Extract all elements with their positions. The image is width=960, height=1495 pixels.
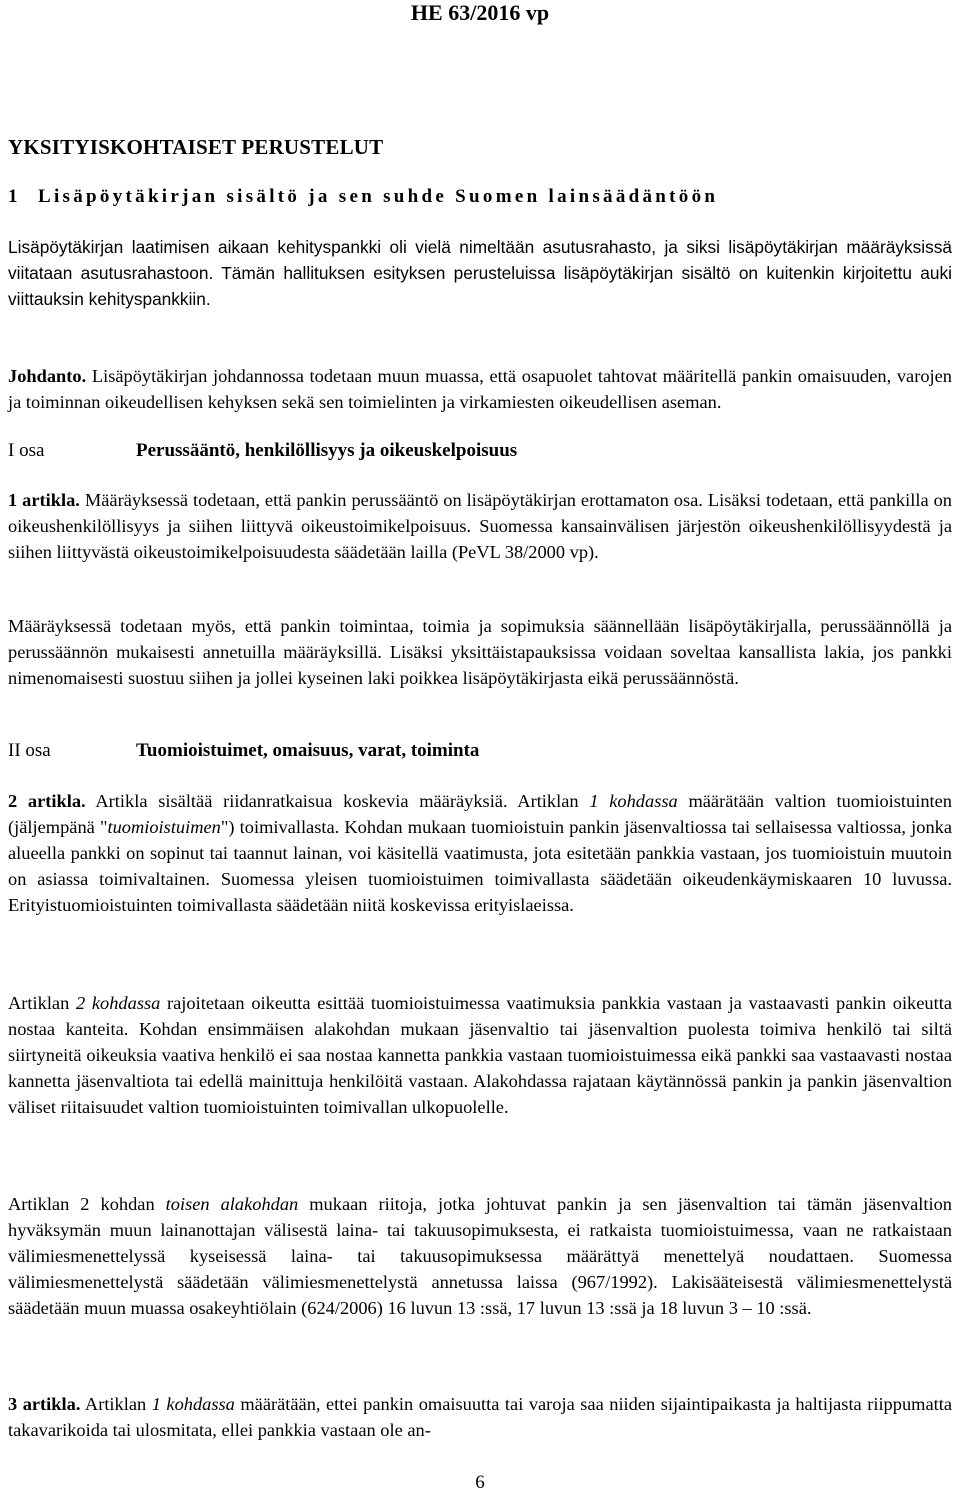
- article-1-paragraph-2: Määräyksessä todetaan myös, että pankin toimintaa, toimia ja sopimuksia säännellään lisäpöytäkirjalla, perussäännöllä ja perussäännön mukaisesti annetuilla määräyksillä. Lisäksi yksittäistapauksissa voidaan soveltaa kansallista lakia, jos pankki nimenomaisesti suostuu siihen ja jollei kyseinen laki poikkea lisäpöytäkirjasta eikä perussäännöstä.: [8, 616, 952, 688]
- article-3-label: 3 artikla.: [8, 1394, 81, 1414]
- article-3-italic: 1 kohdassa: [151, 1394, 235, 1414]
- article-2-paragraph-3: [8, 1191, 952, 1321]
- part-2-label: II osa: [8, 740, 51, 761]
- intro-paragraph: Lisäpöytäkirjan laatimisen aikaan kehityspankki oli vielä nimeltään asutusrahasto, ja siksi lisäpöytäkirjan määräyksissä viitataan asutusrahastoon. Tämän hallituksen esityksen perusteluissa lisäpöytäkirjan sisältö on kuitenkin kirjoitettu auki viittauksin kehityspankkiin.: [8, 237, 952, 309]
- article-2-italic-2: tuomioistuimen: [107, 817, 221, 837]
- article-2-p2-text-1: Artiklan: [8, 993, 76, 1013]
- document-header: HE 63/2016 vp: [410, 0, 550, 25]
- article-2-p2-text-2: rajoitetaan oikeutta esittää tuomioistuimessa vaatimuksia pankkia vastaan ja vastaavasti pankin oikeutta nostaa kanteita. Kohdan ensimmäisen alakohdan mukaan jäsenvaltio tai jäsenvaltion puolesta toimiva henkilö tai siltä siirtyneitä oikeuksia vaativa henkilö ei saa nostaa kannetta pankkia vastaan tuomioistuimessa eikä pankki saa vastaavasti nostaa kannetta jäsenvaltiota tai edellä mainittuja henkilöitä vastaan. Alakohdassa rajataan käytännössä pankin ja pankin jäsenvaltion väliset riitaisuudet valtion tuomioistuinten toimivallan ulkopuolelle.: [8, 993, 952, 1117]
- article-2-paragraph-2: [8, 990, 952, 1120]
- part-1-title: Perussääntö, henkilöllisyys ja oikeuskelpoisuus: [136, 440, 518, 461]
- page-number: 6: [475, 1472, 485, 1493]
- section-title: YKSITYISKOHTAISET PERUSTELUT: [8, 135, 384, 159]
- article-2-p2-italic: 2 kohdassa: [75, 993, 161, 1013]
- article-3-text-2: määrätään, ettei pankin omaisuutta tai varoja saa niiden sijaintipaikasta ja haltijasta riippumatta takavarikoida tai ulosmitata, ellei pankkia vastaan ole an-: [8, 1394, 952, 1440]
- johdanto-text: Lisäpöytäkirjan johdannossa todetaan muun muassa, että osapuolet tahtovat määritellä pankin omaisuuden, varojen ja toiminnan oikeudellisen kehyksen sekä sen toimielinten ja virkamiesten oikeudellisen aseman.: [8, 366, 952, 412]
- article-2-p3-text-1: Artiklan 2 kohdan: [8, 1194, 166, 1214]
- article-3-text-1: Artiklan: [80, 1394, 152, 1414]
- part-2-heading: [8, 738, 952, 764]
- part-1-heading: [8, 438, 952, 464]
- part-1-label: I osa: [8, 440, 45, 461]
- chapter-title-text: Lisäpöytäkirjan sisältö ja sen suhde Suomen lainsäädäntöön: [38, 186, 719, 207]
- article-2-label: 2 artikla.: [8, 791, 86, 811]
- johdanto-label: Johdanto.: [8, 366, 87, 386]
- chapter-number: 1: [8, 186, 18, 207]
- article-1-label: 1 artikla.: [8, 490, 80, 510]
- article-2-text-2: määrätään valtion tuomioistuinten (jäljempänä ": [8, 791, 952, 837]
- article-2-text-3: ") toimivallasta. Kohdan mukaan tuomioistuin pankin jäsenvaltiossa tai sellaisessa valtiossa, jonka alueella pankki on sopinut tai taannut lainan, voi käsitellä vaatimusta, jota esitetään pankkia vastaan, jos tuomioistuin muutoin on asiassa toimivaltainen. Suomessa yleisen tuomioistuimen toimivallasta säädetään oikeudenkäymiskaaren 10 luvussa. Erityistuomioistuinten toimivallasta säädetään niitä koskevissa erityislaeissa.: [8, 817, 953, 915]
- article-2-p3-text-2: mukaan riitoja, jotka johtuvat pankin ja sen jäsenvaltion tai tämän jäsenvaltion hyväksymän muun lainanottajan välisestä laina- tai takuusopimuksesta, ei ratkaista tuomioistuimessa, vaan ne ratkaistaan välimiesmenettelyssä kyseisessä laina- tai takuusopimuksessa määrättyä menettelyä noudattaen. Suomessa välimiesmenettelystä säädetään välimiesmenettelystä annetussa laissa (967/1992). Lakisääteisestä välimiesmenettelystä säädetään muun muassa osakeyhtiölain (624/2006) 16 luvun 13 :ssä, 17 luvun 13 :ssä ja 18 luvun 3 – 10 :ssä.: [8, 1194, 952, 1318]
- article-2-text-1: Artikla sisältää riidanratkaisua koskevia määräyksiä. Artiklan: [85, 791, 590, 811]
- johdanto-paragraph: [8, 363, 952, 415]
- part-2-title: Tuomioistuimet, omaisuus, varat, toiminta: [136, 740, 480, 761]
- article-1-paragraph: [8, 487, 952, 565]
- article-2-italic-1: 1 kohdassa: [589, 791, 678, 811]
- article-2-p3-italic: toisen alakohdan: [165, 1194, 299, 1214]
- article-3-paragraph: [8, 1391, 952, 1443]
- article-1-text: Määräyksessä todetaan, että pankin perussääntö on lisäpöytäkirjan erottamaton osa. Lisäksi todetaan, että pankilla on oikeushenkilöllisyys ja siihen liittyvä oikeustoimikelpoisuus. Suomessa kansainvälisen järjestön oikeushenkilöllisyydestä ja siihen liittyvästä oikeustoimikelpoisuudesta säädetään lailla (PeVL 38/2000 vp).: [8, 490, 952, 562]
- chapter-title: [8, 184, 718, 210]
- article-2-paragraph: [8, 788, 952, 918]
